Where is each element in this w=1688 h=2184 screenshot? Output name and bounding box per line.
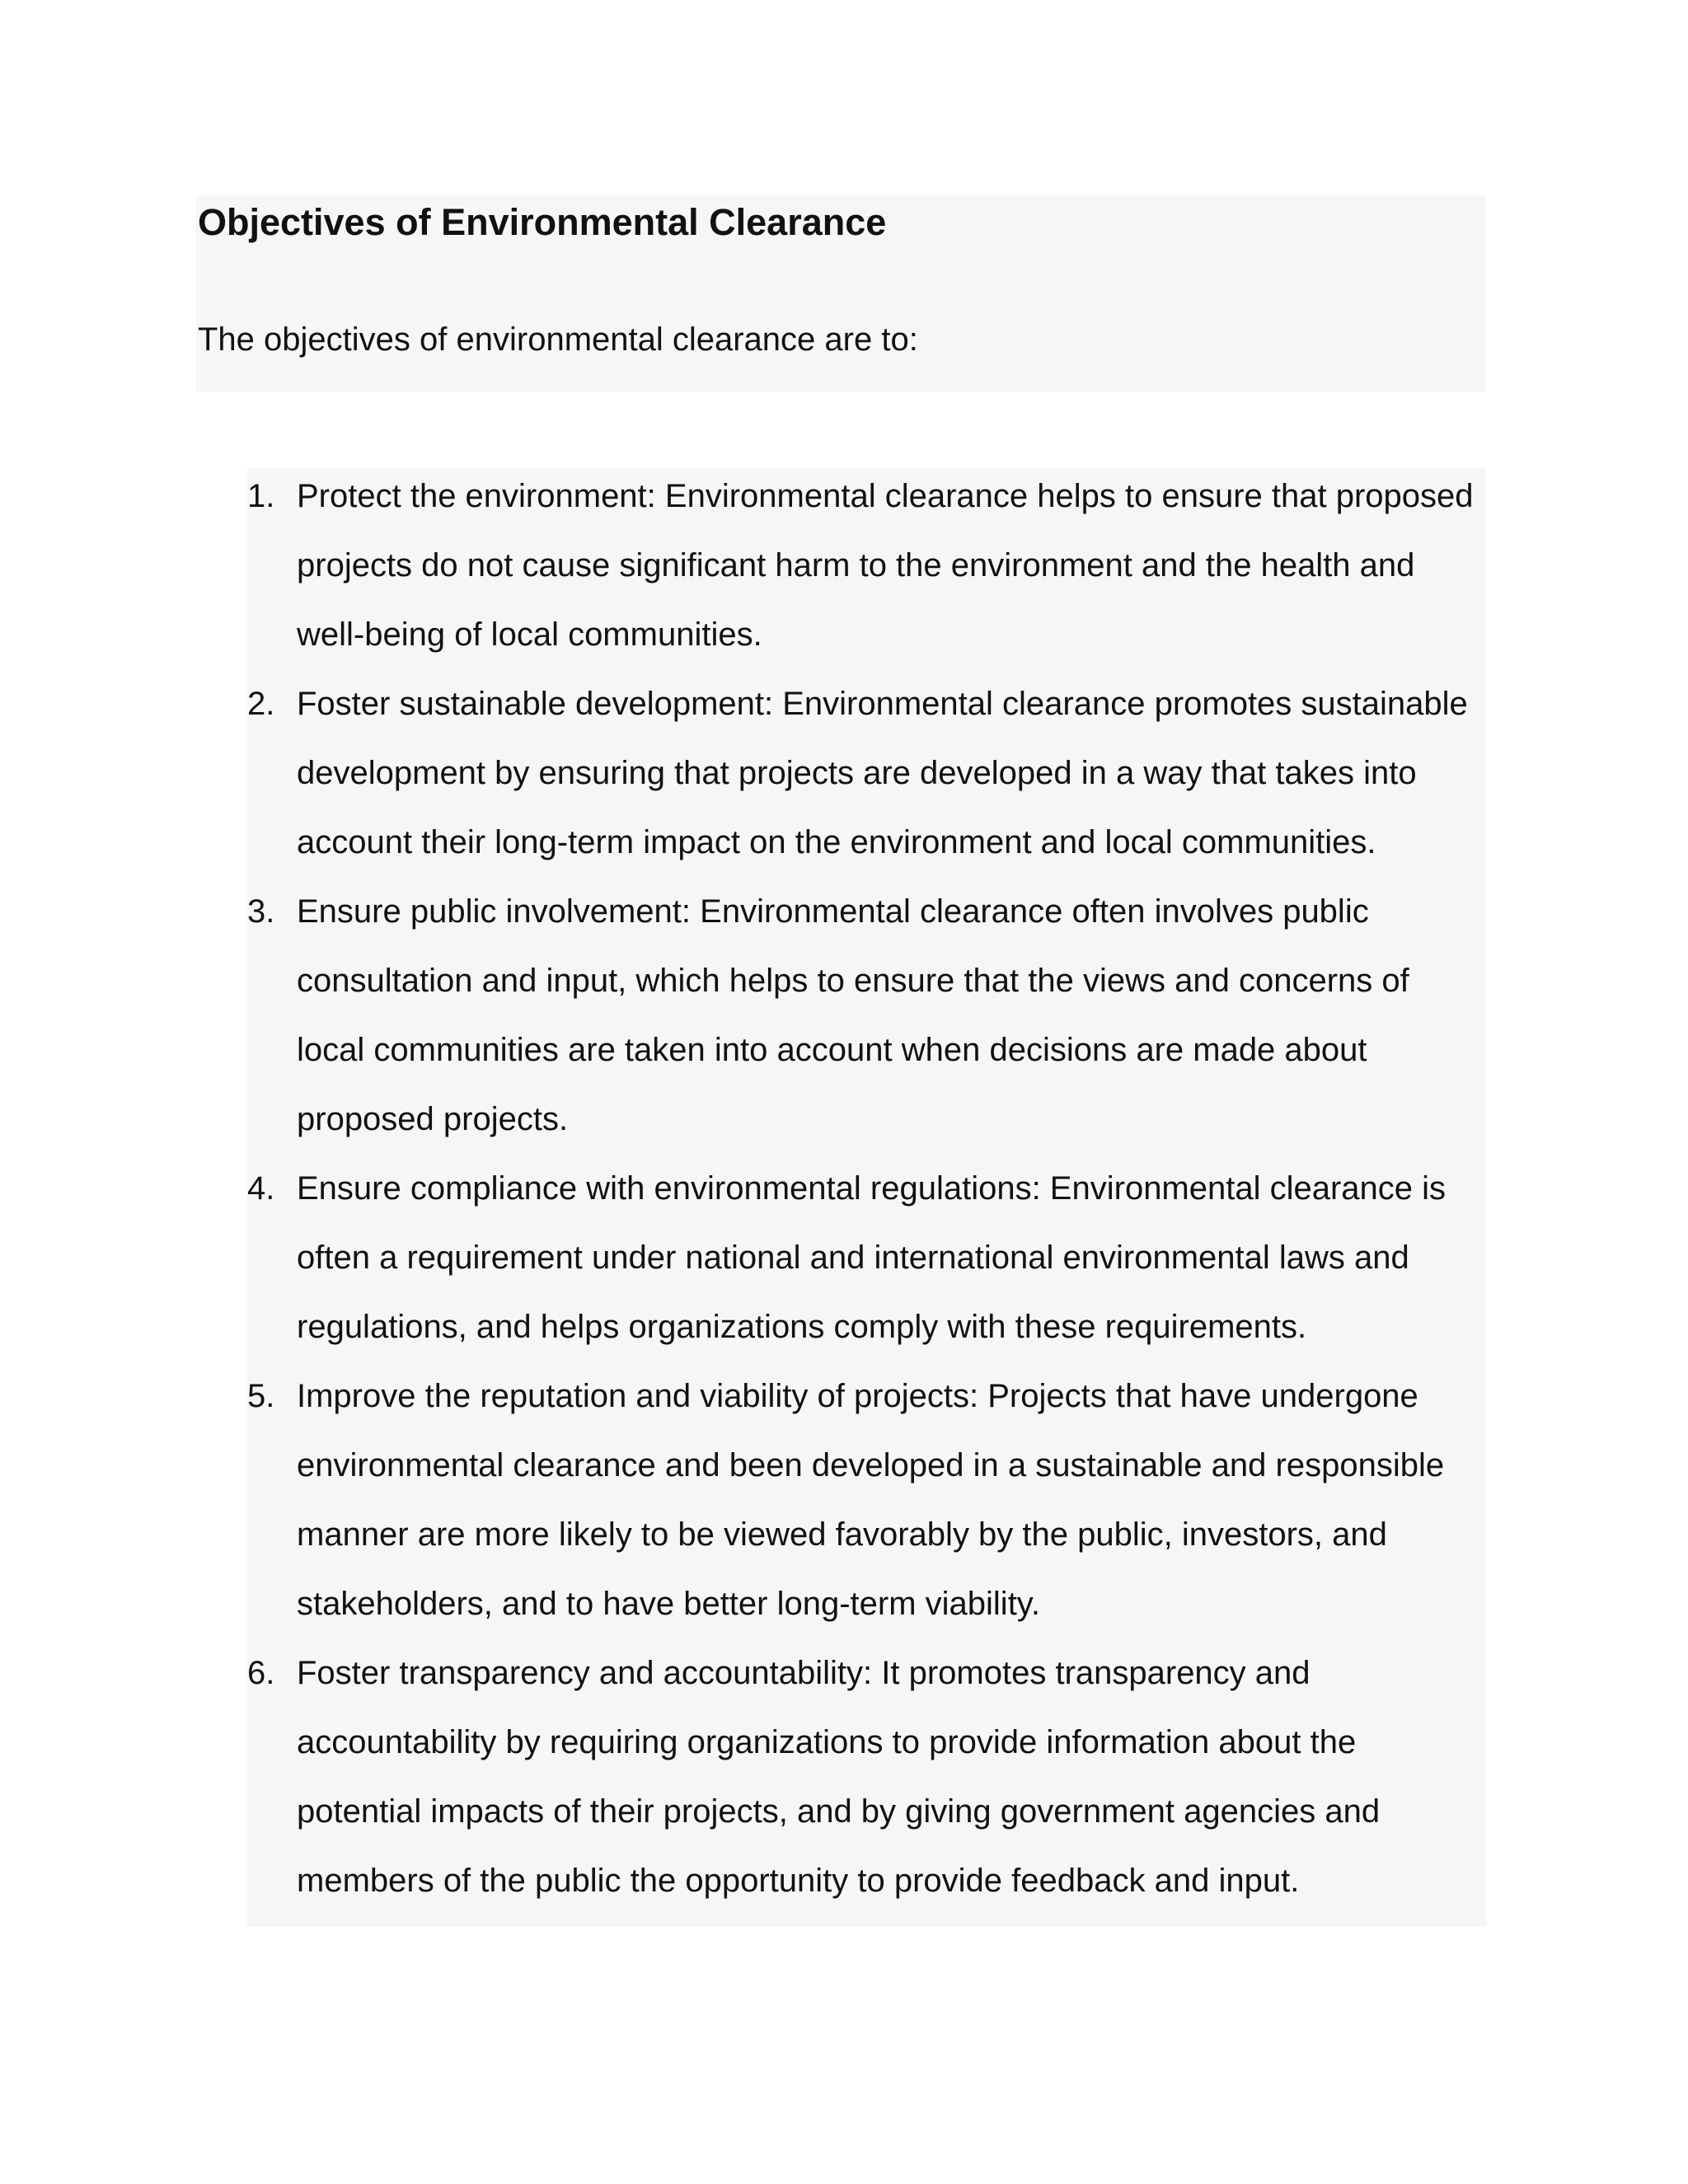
list-item-number: 2. xyxy=(247,686,275,722)
list-item-number: 3. xyxy=(247,893,275,930)
list-item-line: Foster sustainable development: Environmental clearance promotes sustainable xyxy=(297,686,1468,722)
list-item-line: well-being of local communities. xyxy=(297,616,762,653)
list-item-line: accountability by requiring organizations to provide information about the xyxy=(297,1724,1357,1760)
page-title: Objectives of Environmental Clearance xyxy=(198,201,887,243)
list-item-line: proposed projects. xyxy=(297,1101,569,1137)
list-item-line: development by ensuring that projects are developed in a way that takes into xyxy=(297,755,1417,791)
list-item-line: environmental clearance and been developed in a sustainable and responsible xyxy=(297,1447,1445,1483)
list-item-line: often a requirement under national and international environmental laws and xyxy=(297,1240,1409,1276)
list-item-line: stakeholders, and to have better long-term viability. xyxy=(297,1586,1040,1622)
list-item xyxy=(247,1361,1484,1638)
list-item-line: members of the public the opportunity to provide feedback and input. xyxy=(297,1863,1300,1899)
list-item-line: manner are more likely to be viewed favorably by the public, investors, and xyxy=(297,1516,1387,1553)
list-item xyxy=(247,877,1484,1154)
list-item-line: account their long-term impact on the environment and local communities. xyxy=(297,824,1376,860)
list-item-line: Foster transparency and accountability: It promotes transparency and xyxy=(297,1655,1311,1691)
list-item-line: local communities are taken into account when decisions are made about xyxy=(297,1032,1367,1068)
list-item xyxy=(247,1154,1484,1361)
list-item xyxy=(247,669,1484,877)
list-item-number: 5. xyxy=(247,1378,275,1414)
list-item-line: Improve the reputation and viability of projects: Projects that have undergone xyxy=(297,1378,1418,1414)
list-item-line: regulations, and helps organizations comply with these requirements. xyxy=(297,1309,1307,1345)
list-item-line: Ensure public involvement: Environmental clearance often involves public xyxy=(297,893,1369,930)
list-item-number: 4. xyxy=(247,1170,275,1207)
objectives-list xyxy=(247,462,1484,1915)
list-item-line: consultation and input, which helps to ensure that the views and concerns of xyxy=(297,963,1409,999)
list-item-number: 6. xyxy=(247,1655,275,1691)
list-item xyxy=(247,1638,1484,1915)
list-item-line: potential impacts of their projects, and by giving government agencies and xyxy=(297,1793,1381,1830)
list-item-number: 1. xyxy=(247,478,275,514)
list-item-line: projects do not cause significant harm to the environment and the health and xyxy=(297,547,1415,583)
list-item-line: Protect the environment: Environmental clearance helps to ensure that proposed xyxy=(297,478,1474,514)
intro-paragraph: The objectives of environmental clearance are to: xyxy=(198,321,918,358)
list-item xyxy=(247,462,1484,669)
list-item-line: Ensure compliance with environmental regulations: Environmental clearance is xyxy=(297,1170,1447,1207)
